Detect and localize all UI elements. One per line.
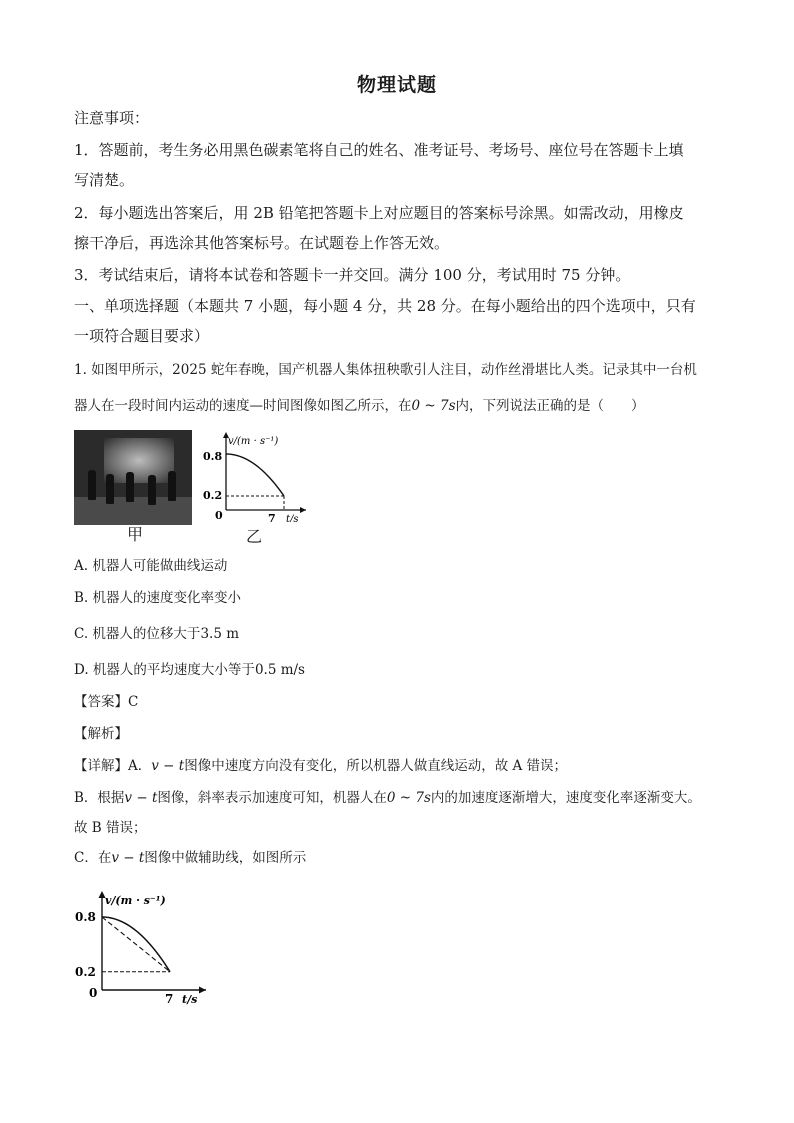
auxiliary-graph xyxy=(72,888,212,1008)
graph-b-ytick-top: 0.8 xyxy=(203,450,223,463)
graph-b-ylabel: v/(m · s⁻¹) xyxy=(228,436,279,447)
robot-figure xyxy=(88,470,96,500)
graph-b-xtick: 7 xyxy=(268,512,276,522)
section-heading-a: 一、单项选择题（本题共 7 小题，每小题 4 分，共 28 分。在每小题给出的四个选项中，只有 xyxy=(74,297,696,315)
detail-b-line2: 故 B 错误； xyxy=(74,820,147,836)
option-b: B. 机器人的速度变化率变小 xyxy=(74,590,242,606)
option-c-value: 3.5 m xyxy=(200,626,239,642)
robot-figure xyxy=(126,472,134,502)
question-1-line-a: 1. 如图甲所示，2025 蛇年春晚，国产机器人集体扭秧歌引人注目，动作丝滑堪比人类。记录其中一台机 xyxy=(74,362,697,378)
robot-figure xyxy=(168,471,176,501)
analysis-heading: 【解析】 xyxy=(74,726,128,742)
robot-figure xyxy=(148,475,156,505)
note-2-line-b: 擦干净后，再选涂其他答案标号。在试题卷上作答无效。 xyxy=(74,234,450,252)
option-c xyxy=(74,624,239,644)
note-2-line-a: 2．每小题选出答案后，用 2B 铅笔把答题卡上对应题目的答案标号涂黑。如需改动，用橡皮 xyxy=(74,204,684,222)
figure-b-caption: 乙 xyxy=(246,527,263,546)
aux-graph-xlabel: t/s xyxy=(182,993,198,1006)
question-text-end: 内，下列说法正确的是（ ） xyxy=(455,398,645,414)
figure-a-caption: 甲 xyxy=(127,525,144,544)
detail-b-vt: v − t xyxy=(124,790,158,806)
notes-heading: 注意事项： xyxy=(74,109,150,127)
detail-b-text: 内的加速度逐渐增大，速度变化率逐渐变大。 xyxy=(430,790,701,806)
detail-a-vt: v − t xyxy=(151,758,185,774)
detail-b-mid: 图像，斜率表示加速度可知，机器人在 xyxy=(157,790,387,806)
aux-graph-ytick-top: 0.8 xyxy=(75,910,96,924)
detail-c-vt: v − t xyxy=(111,850,145,866)
aux-graph-xtick: 7 xyxy=(165,992,174,1006)
detail-b xyxy=(74,788,701,808)
page-title: 物理试题 xyxy=(356,74,437,96)
option-c-text: C. 机器人的位移大于 xyxy=(74,626,201,642)
detail-c xyxy=(74,848,306,868)
option-d xyxy=(74,660,305,680)
option-a: A. 机器人可能做曲线运动 xyxy=(74,558,228,574)
question-1-line-b xyxy=(74,396,645,416)
note-3: 3．考试结束后，请将本试卷和答题卡一并交回。满分 100 分，考试用时 75 分钟。 xyxy=(74,266,631,284)
section-heading-b: 一项符合题目要求） xyxy=(74,327,210,345)
detail-c-text: 图像中做辅助线，如图所示 xyxy=(144,850,307,866)
detail-c-prefix: C．在 xyxy=(74,850,112,866)
note-1-line-a: 1．答题前，考生务必用黑色碳素笔将自己的姓名、准考证号、考场号、座位号在答题卡上填 xyxy=(74,141,684,159)
graph-b-xlabel: t/s xyxy=(286,514,299,522)
aux-graph-ylabel: v/(m · s⁻¹) xyxy=(105,894,166,907)
detail-b-interval: 0 ~ 7s xyxy=(386,790,431,806)
graph-b-velocity-curve xyxy=(226,454,284,496)
detail-a-prefix: 【详解】A． xyxy=(74,758,152,774)
aux-graph-chord-line xyxy=(102,917,170,972)
question-text: 器人在一段时间内运动的速度—时间图像如图乙所示，在 xyxy=(74,398,412,414)
graph-b-ytick-low: 0.2 xyxy=(203,489,223,502)
graph-b xyxy=(198,430,310,522)
option-d-text: D. 机器人的平均速度大小等于 xyxy=(74,662,255,678)
detail-a xyxy=(74,756,567,776)
time-interval: 0 ~ 7s xyxy=(411,398,456,414)
answer-line: 【答案】C xyxy=(74,694,139,710)
robot-figure xyxy=(106,474,114,504)
aux-graph-origin: 0 xyxy=(89,986,98,1000)
aux-graph-ytick-low: 0.2 xyxy=(75,965,96,979)
detail-a-text: 图像中速度方向没有变化，所以机器人做直线运动，故 A 错误； xyxy=(184,758,568,774)
robot-photo xyxy=(74,430,192,525)
option-d-value: 0.5 m/s xyxy=(254,662,305,678)
graph-b-origin: 0 xyxy=(215,509,223,522)
note-1-line-b: 写清楚。 xyxy=(74,171,135,189)
stage-light xyxy=(104,438,174,483)
detail-b-prefix: B．根据 xyxy=(74,790,125,806)
